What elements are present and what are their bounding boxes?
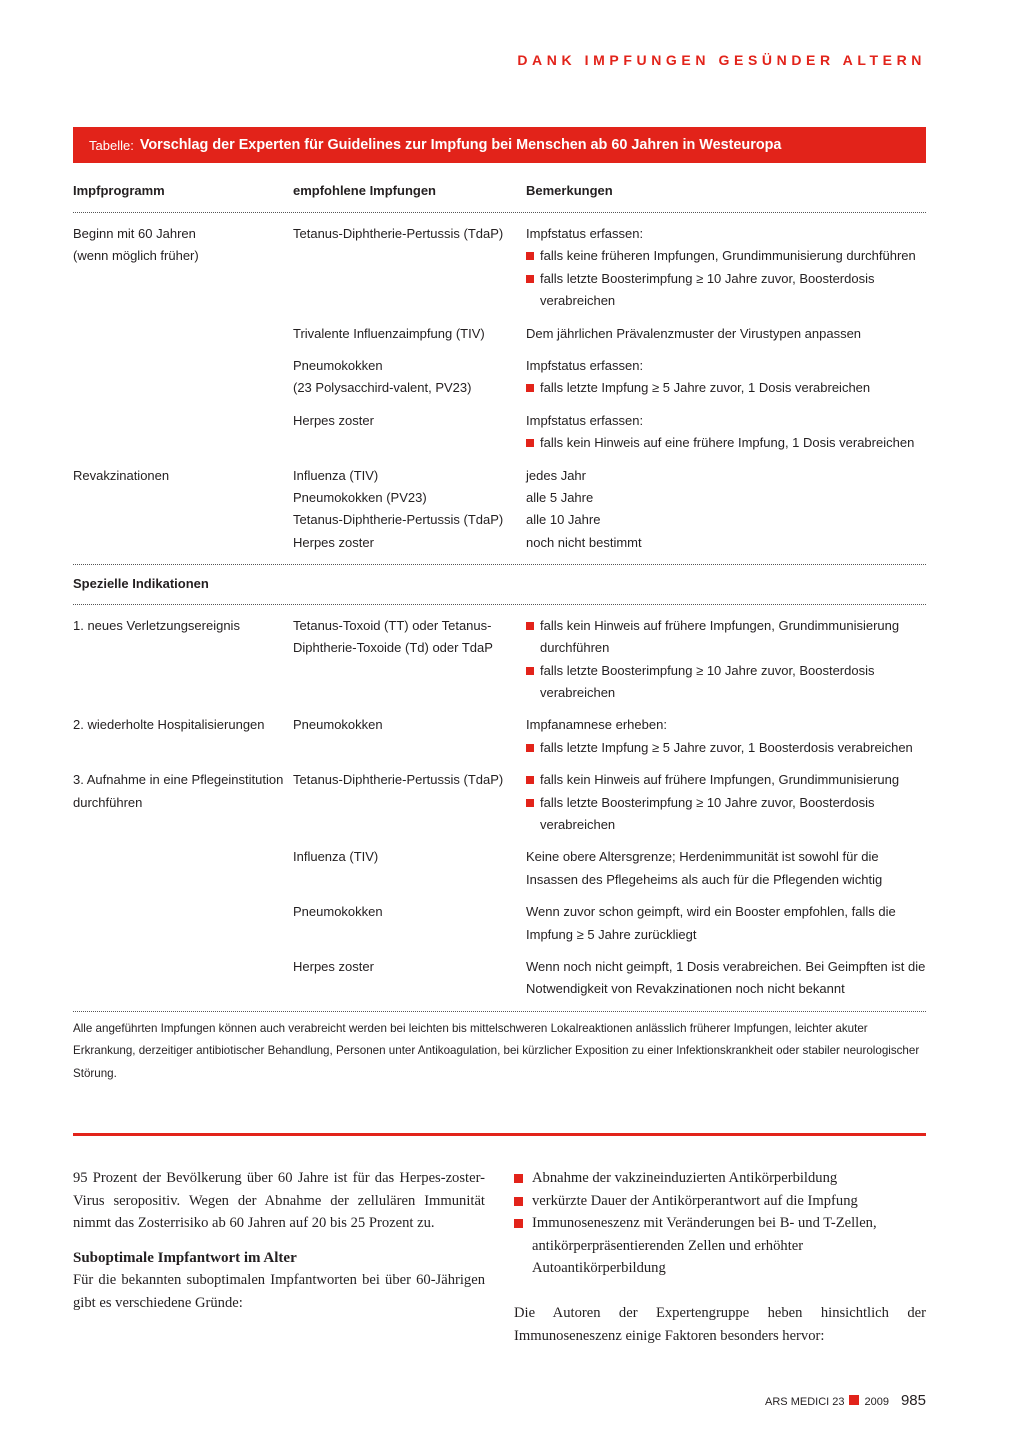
bullet-item: Abnahme der vakzineinduzierten Antikörperbildung [514, 1167, 926, 1190]
table-cell [293, 355, 526, 400]
bullet-text: falls letzte Impfung ≥ 5 Jahre zuvor, 1 Boosterdosis verabreichen [540, 739, 913, 755]
red-square-icon [849, 1395, 859, 1405]
table-label: Tabelle: [89, 137, 134, 153]
page-number: 985 [900, 1392, 926, 1409]
table-cell [293, 410, 526, 455]
bullet-item [526, 660, 926, 705]
bullet-item [526, 245, 926, 267]
section-rule [73, 1133, 926, 1136]
table-row [73, 615, 926, 705]
table-group-special [73, 605, 926, 1001]
bullet-text: falls letzte Boosterimpfung ≥ 10 Jahre zuvor, Boosterdosis verabreichen [540, 270, 875, 309]
remark-line [526, 714, 926, 736]
remark-line [526, 465, 926, 487]
remark-text: Dem jährlichen Prävalenzmuster der Virustypen anpassen [526, 325, 862, 341]
remark-text: alle 5 Jahre [526, 490, 594, 506]
table-row [73, 956, 926, 1001]
table-cell [293, 846, 526, 891]
table-cell [526, 615, 926, 705]
vaccine-text: Tetanus-Diphtherie-Pertussis (TdaP) [293, 226, 504, 241]
bullet-text: falls kein Hinweis auf frühere Impfungen, Grundimmunisierung [540, 772, 900, 788]
bullet-text: falls letzte Boosterimpfung ≥ 10 Jahre zuvor, Boosterdosis verabreichen [540, 794, 875, 832]
vaccine-text: Pneumokokken [293, 717, 383, 733]
table-cell [73, 901, 293, 946]
vaccine-text: (23 Polysacchird-valent, PV23) [293, 380, 472, 396]
table-cell [293, 956, 526, 1001]
table-row [73, 410, 926, 455]
red-square-bullet-icon [526, 275, 534, 283]
vaccine-text: Herpes zoster [293, 534, 374, 550]
vaccine-text: Influenza (TIV) [293, 467, 379, 483]
vaccine-text: Tetanus-Diphtherie-Pertussis (TdaP) [293, 772, 504, 788]
remark-text: noch nicht bestimmt [526, 534, 642, 550]
red-square-bullet-icon [526, 776, 534, 784]
bullet-item [526, 769, 926, 791]
table-row [73, 223, 926, 313]
red-square-bullet-icon [526, 744, 534, 752]
remark-text: Impfstatus erfassen: [526, 226, 644, 241]
bullet-item [526, 737, 926, 759]
vaccine-text: Diphtherie-Toxoide (Td) oder TdaP [293, 640, 493, 656]
body-paragraph: 95 Prozent der Bevölkerung über 60 Jahre ist für das Herpes-zoster-Virus seropositiv. Wegen der Abnahme der zellulären Immunität nimmt das Zosterrisiko ab 60 Jahren auf 20 bis 25 Prozent zu. [73, 1170, 485, 1232]
page-footer [765, 1392, 926, 1409]
table-cell [73, 355, 293, 400]
table-cell [293, 323, 526, 345]
table-cell [526, 714, 926, 759]
table-title: Vorschlag der Experten für Guidelines zur Impfung bei Menschen ab 60 Jahren in Westeuropa [139, 137, 782, 153]
table-cell [293, 714, 526, 759]
remark-line [526, 323, 926, 345]
bullet-text: falls keine früheren Impfungen, Grundimmunisierung durchführen [540, 248, 916, 264]
body-paragraph: Für die bekannten suboptimalen Impfantworten bei über 60-Jährigen gibt es verschiedene Gründe: [73, 1272, 485, 1311]
vaccine-text: Pneumokokken [293, 358, 383, 374]
table-row [73, 769, 926, 836]
remark-line [526, 846, 926, 891]
remark-text: alle 10 Jahre [526, 512, 601, 528]
bullet-item [526, 432, 926, 454]
table-cell [73, 223, 293, 313]
red-square-bullet-icon [526, 667, 534, 675]
remark-line [526, 223, 926, 245]
remark-text: Impfstatus erfassen: [526, 358, 644, 374]
remark-line [526, 956, 926, 1001]
section-label: Spezielle Indikationen [73, 576, 209, 592]
bullet-text: falls letzte Impfung ≥ 5 Jahre zuvor, 1 Dosis verabreichen [540, 380, 871, 396]
remark-text: Wenn zuvor schon geimpft, wird ein Booster empfohlen, falls die Impfung ≥ 5 Jahre zurückliegt [526, 904, 896, 942]
table-cell [73, 714, 293, 759]
table-cell [293, 769, 526, 836]
table-cell [526, 323, 926, 345]
table-cell [526, 410, 926, 455]
bullet-text: falls letzte Boosterimpfung ≥ 10 Jahre zuvor, Boosterdosis verabreichen [540, 662, 875, 700]
program-text: Beginn mit 60 Jahren [73, 226, 196, 241]
vaccine-text: Pneumokokken [293, 904, 383, 920]
remark-text: Impfanamnese erheben: [526, 717, 667, 733]
red-square-bullet-icon [514, 1219, 523, 1228]
bullet-item [526, 615, 926, 660]
program-text: Revakzinationen [73, 467, 170, 483]
bullet-text: falls kein Hinweis auf eine frühere Impfung, 1 Dosis verabreichen [540, 435, 915, 451]
red-square-bullet-icon [526, 799, 534, 807]
body-paragraph: Die Autoren der Expertengruppe heben hinsichtlich der Immunoseneszenz einige Faktoren besonders hervor: [514, 1304, 926, 1344]
journal-year: 2009 [864, 1396, 889, 1408]
column-header: Bemerkungen [526, 182, 613, 198]
vaccine-text: Trivalente Influenzaimpfung (TIV) [293, 325, 485, 341]
dotted-divider [73, 1011, 926, 1012]
remark-line [526, 487, 926, 509]
bullet-item: Immunoseneszenz mit Veränderungen bei B- und T-Zellen, antikörperpräsentierenden Zellen und erhöhter Autoantikörperbildung [514, 1212, 926, 1280]
table-cell [293, 901, 526, 946]
section-heading: Suboptimale Impfantwort im Alter [73, 1249, 297, 1266]
running-header: DANK IMPFUNGEN GESÜNDER ALTERN [517, 52, 926, 68]
vaccine-text: Tetanus-Toxoid (TT) oder Tetanus- [293, 617, 492, 633]
red-square-bullet-icon [526, 252, 534, 260]
table-row [73, 323, 926, 345]
bullet-item [526, 268, 926, 313]
remark-line [526, 410, 926, 432]
table-cell [526, 769, 926, 836]
remark-line [526, 532, 926, 554]
vaccination-table [73, 176, 926, 1085]
bullet-item: verkürzte Dauer der Antikörperantwort auf die Impfung [514, 1190, 926, 1213]
program-text: (wenn möglich früher) [73, 248, 199, 264]
red-square-bullet-icon [526, 384, 534, 392]
red-square-bullet-icon [514, 1197, 523, 1206]
table-cell [73, 956, 293, 1001]
red-square-bullet-icon [514, 1174, 523, 1183]
table-cell [526, 465, 926, 555]
remark-text: jedes Jahr [526, 467, 586, 483]
vaccine-text: Tetanus-Diphtherie-Pertussis (TdaP) [293, 512, 504, 528]
table-cell [293, 465, 526, 555]
vaccine-text: Pneumokokken (PV23) [293, 490, 427, 506]
program-text: 3. Aufnahme in eine Pflegeinstitution [73, 772, 284, 788]
remark-line [526, 901, 926, 946]
column-header: empfohlene Impfungen [293, 182, 436, 198]
remark-line [526, 355, 926, 377]
red-square-bullet-icon [526, 622, 534, 630]
bullet-item [526, 792, 926, 837]
table-cell [526, 956, 926, 1001]
table-header-row [73, 176, 926, 206]
bullet-item [526, 377, 926, 399]
table-cell [73, 846, 293, 891]
table-group-general [73, 213, 926, 554]
table-cell [73, 323, 293, 345]
body-column-left [73, 1167, 485, 1315]
table-cell [526, 846, 926, 891]
remark-text: Keine obere Altersgrenze; Herdenimmunität ist sowohl für die Insassen des Pflegeheims als auch für die Pflegenden wichtig [526, 849, 883, 887]
table-cell [73, 769, 293, 836]
vaccine-text: Herpes zoster [293, 412, 374, 428]
table-footnote: Alle angeführten Impfungen können auch verabreicht werden bei leichten bis mittelschweren Lokalreaktionen anlässlich früherer Impfungen, leichter akuter Erkrankung, derzeitiger antibiotischer Behandlung, Personen unter Antikoagulation, bei kürzlicher Exposition zu einer Infektionskrankheit oder stabiler neurologischer Störung. [73, 1021, 920, 1080]
table-cell [73, 465, 293, 555]
table-cell [73, 615, 293, 705]
program-text: 1. neues Verletzungsereignis [73, 617, 240, 633]
journal-name: ARS MEDICI 23 [765, 1396, 845, 1408]
table-cell [526, 355, 926, 400]
remark-line [526, 509, 926, 531]
program-text: 2. wiederholte Hospitalisierungen [73, 717, 265, 733]
table-row [73, 846, 926, 891]
column-header: Impfprogramm [73, 182, 165, 198]
table-row [73, 901, 926, 946]
table-title-banner [73, 127, 926, 163]
table-row [73, 465, 926, 555]
table-row [73, 714, 926, 759]
program-text: durchführen [73, 794, 143, 810]
table-cell [526, 223, 926, 313]
body-column-right [514, 1167, 926, 1347]
red-square-bullet-icon [526, 439, 534, 447]
table-cell [73, 410, 293, 455]
table-cell [526, 901, 926, 946]
remark-text: Wenn noch nicht geimpft, 1 Dosis verabreichen. Bei Geimpften ist die Notwendigkeit von Revakzinationen noch nicht bekannt [526, 958, 926, 997]
bullet-text: falls kein Hinweis auf frühere Impfungen, Grundimmunisierung durchführen [540, 617, 900, 656]
vaccine-text: Influenza (TIV) [293, 849, 379, 865]
table-row [73, 355, 926, 400]
remark-text: Impfstatus erfassen: [526, 412, 644, 428]
vaccine-text: Herpes zoster [293, 958, 374, 974]
table-cell [293, 223, 526, 313]
table-cell [293, 615, 526, 705]
